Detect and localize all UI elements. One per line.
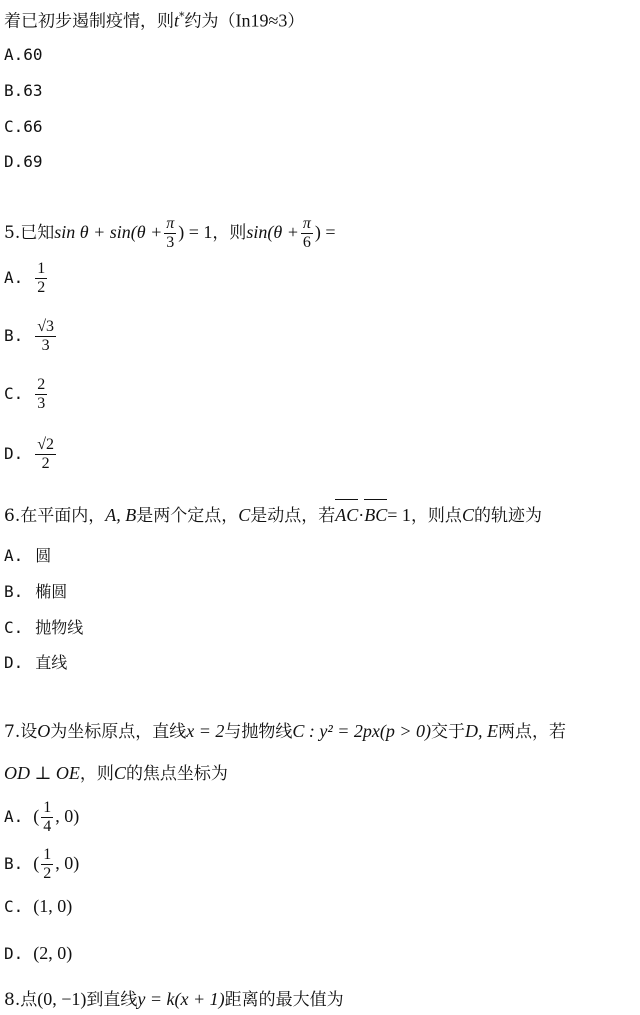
q6-text: 在平面内，	[20, 506, 106, 526]
q8-text-2: 到直线	[86, 990, 138, 1010]
question-number: 8.	[4, 990, 21, 1010]
q6-text-4: ，则点	[410, 506, 462, 526]
option-letter: C.	[4, 384, 24, 403]
q7-parabola-eq: C : y² = 2px(p > 0)	[292, 721, 432, 741]
option-letter: A.	[4, 807, 24, 826]
option-value: 椭圆	[35, 582, 68, 601]
q4-option-b[interactable]	[4, 80, 43, 102]
q6-text-2: 是两个定点，	[136, 506, 239, 526]
q8-line-eq: y = k(x + 1)	[137, 989, 225, 1009]
q4-option-d[interactable]	[4, 151, 43, 173]
option-letter: D.	[4, 152, 24, 171]
option-value: 69	[23, 152, 43, 171]
frac-den: 3	[37, 395, 46, 412]
q5-frac-pi-3	[164, 215, 176, 251]
frac-den: 2	[37, 279, 46, 296]
option-fraction	[35, 376, 47, 412]
q7-curve-c: C	[113, 763, 126, 783]
q7-text: 设	[20, 722, 38, 742]
option-letter: A.	[4, 268, 24, 287]
q7-option-b[interactable]	[4, 840, 79, 886]
option-letter: C.	[4, 618, 24, 637]
frac-den: 3	[166, 234, 175, 251]
q7-stem-line-2	[4, 762, 634, 785]
option-letter: D.	[4, 444, 24, 463]
option-letter: C.	[4, 117, 24, 136]
q7-perp-condition: OD ⊥ OE	[4, 763, 80, 783]
q6-option-a[interactable]	[4, 545, 51, 567]
q6-text-3: 是动点，若	[250, 506, 336, 526]
frac-num: √3	[37, 318, 55, 336]
q6-points-ab: A, B	[105, 505, 137, 525]
q7-line-eq: x = 2	[186, 721, 225, 741]
frac-num: 1	[37, 260, 46, 278]
option-value: 圆	[35, 546, 52, 565]
option-fraction	[35, 318, 56, 354]
q4-close-paren: ）	[287, 11, 305, 32]
option-rest: , 0)	[55, 853, 80, 873]
option-letter: D.	[4, 653, 24, 672]
option-letter: C.	[4, 897, 24, 916]
q7-points-de: D, E	[465, 721, 499, 741]
q5-expr-b: ) = 1	[178, 222, 213, 242]
q7-text-4: 交于	[431, 722, 466, 742]
question-number: 5.	[4, 223, 21, 243]
option-fraction	[35, 260, 47, 296]
q5-expr-d: ) =	[314, 222, 336, 242]
paren-open: (	[33, 806, 40, 826]
option-value: 60	[23, 45, 43, 64]
q7-option-a[interactable]	[4, 793, 79, 839]
q4-stem-text-2: 约为（	[184, 11, 236, 32]
q6-dot: ·	[358, 505, 365, 525]
question-number: 7.	[4, 722, 21, 742]
frac-den: 3	[41, 337, 50, 354]
q7-text-3: 与抛物线	[224, 722, 293, 742]
q6-point-c-2: C	[461, 505, 474, 525]
option-value: 63	[23, 81, 43, 100]
option-value: (2, 0)	[33, 943, 73, 963]
q7-text-6: ，则	[79, 764, 114, 784]
q5-text-2: ，则	[212, 223, 247, 243]
q7-option-c[interactable]	[4, 895, 72, 918]
q7-option-d[interactable]	[4, 942, 72, 965]
q6-vector-ac: AC	[335, 502, 358, 528]
frac-den: 2	[43, 865, 52, 882]
option-letter: B.	[4, 326, 24, 345]
q5-option-a[interactable]	[4, 256, 49, 300]
q5-expr-a: sin θ + sin(θ +	[54, 222, 163, 242]
q4-var-sup: *	[179, 10, 185, 23]
option-value: 抛物线	[35, 618, 84, 637]
option-value: 直线	[35, 653, 68, 672]
q6-stem	[4, 502, 634, 529]
frac-den: 4	[43, 818, 52, 835]
q8-text-3: 距离的最大值为	[224, 990, 344, 1010]
q6-text-5: 的轨迹为	[473, 506, 542, 526]
option-value: 66	[23, 117, 43, 136]
frac-den: 2	[41, 455, 50, 472]
paren-open: (	[33, 853, 40, 873]
q6-eq: = 1	[387, 505, 411, 525]
frac-num: π	[302, 215, 311, 233]
q7-stem-line-1	[4, 720, 634, 743]
frac-num: π	[166, 215, 175, 233]
q5-frac-pi-6	[301, 215, 313, 251]
q5-expr-c: sin(θ +	[246, 222, 299, 242]
q5-text: 已知	[20, 223, 55, 243]
q5-stem	[4, 212, 634, 252]
q4-option-c[interactable]	[4, 116, 43, 138]
option-rest: , 0)	[55, 806, 80, 826]
q6-option-c[interactable]	[4, 617, 83, 639]
q4-stem-line	[4, 6, 634, 33]
q6-point-c: C	[238, 505, 251, 525]
option-letter: A.	[4, 546, 24, 565]
frac-den: 6	[302, 234, 311, 251]
q5-option-b[interactable]	[4, 314, 58, 358]
frac-num: √2	[37, 436, 55, 454]
q4-var-t: t	[174, 10, 180, 31]
option-letter: B.	[4, 854, 24, 873]
frac-num: 1	[43, 799, 52, 817]
frac-num: 1	[43, 846, 52, 864]
q6-option-b[interactable]	[4, 581, 67, 603]
option-letter: B.	[4, 582, 24, 601]
question-number: 6.	[4, 506, 21, 526]
option-fraction	[41, 846, 53, 882]
option-value: (1, 0)	[33, 896, 73, 916]
q6-vector-bc: BC	[364, 502, 387, 528]
q4-option-a[interactable]	[4, 44, 43, 66]
q7-text-5: 两点，若	[498, 722, 567, 742]
q8-point: (0, −1)	[37, 989, 87, 1009]
option-letter: D.	[4, 944, 24, 963]
q4-approx: In19≈3	[235, 10, 288, 31]
option-letter: B.	[4, 81, 24, 100]
q6-option-d[interactable]	[4, 652, 67, 674]
q8-text: 点	[20, 990, 38, 1010]
q5-option-d[interactable]	[4, 432, 58, 476]
q8-stem	[4, 988, 634, 1011]
q7-text-7: 的焦点坐标为	[125, 764, 228, 784]
frac-num: 2	[37, 376, 46, 394]
option-fraction	[35, 436, 56, 472]
q7-text-2: 为坐标原点，直线	[50, 722, 187, 742]
option-fraction	[41, 799, 53, 835]
q5-option-c[interactable]	[4, 372, 49, 416]
option-letter: A.	[4, 45, 24, 64]
q7-origin-o: O	[37, 721, 51, 741]
q4-stem-text: 着已初步遏制疫情，则	[4, 11, 174, 32]
